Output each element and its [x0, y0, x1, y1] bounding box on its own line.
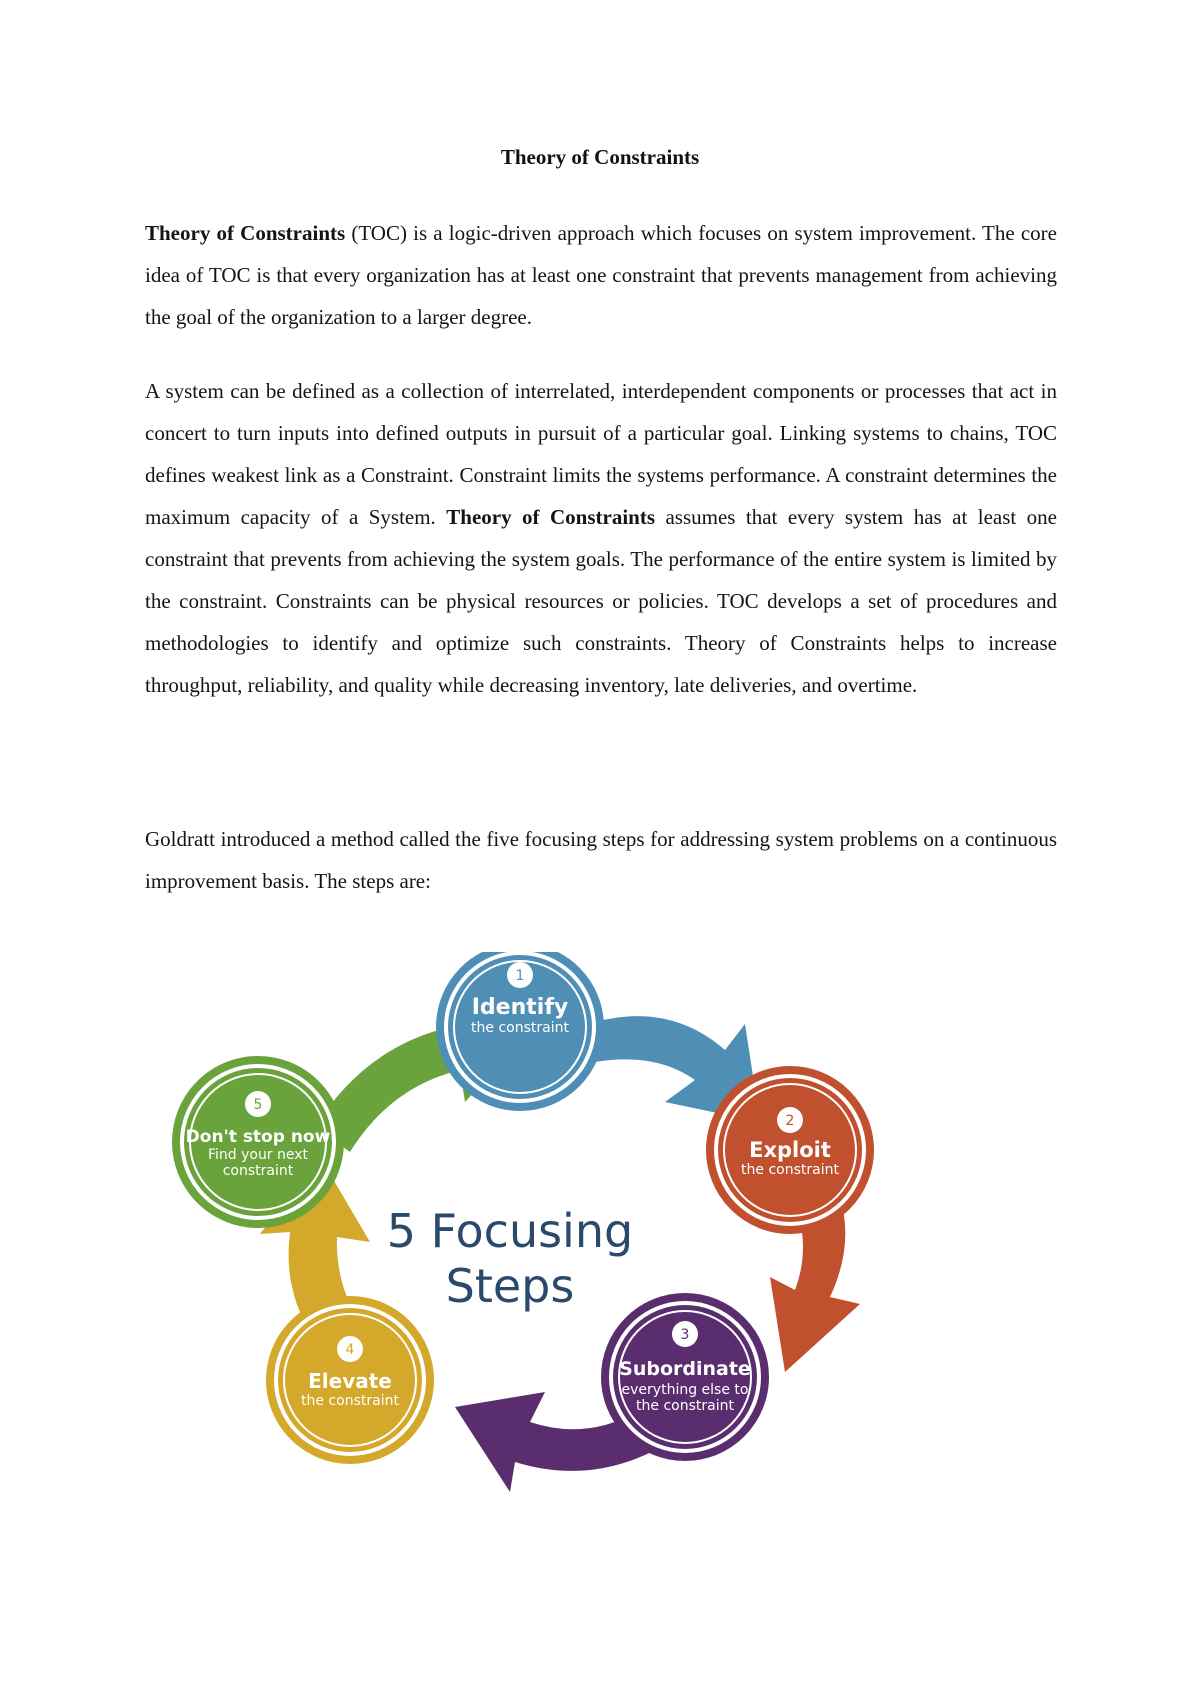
step-subtitle-line2: the constraint [636, 1398, 734, 1414]
step-number: 5 [253, 1097, 263, 1113]
paragraph-text: Goldratt introduced a method called the five focusing steps for addressing system problems on a continuous improvement basis. The steps are: [145, 827, 1057, 893]
step-number: 2 [785, 1113, 795, 1129]
step-title: Don't stop now [185, 1127, 331, 1147]
step-title: Identify [471, 995, 569, 1020]
step-title: Elevate [308, 1369, 392, 1393]
step-elevate [270, 1300, 430, 1460]
step-title: Exploit [749, 1138, 831, 1162]
document-title: Theory of Constraints [500, 145, 700, 169]
step-subtitle-line2: constraint [222, 1163, 294, 1179]
step-identify [440, 952, 600, 1107]
paragraph-intro [145, 212, 1057, 338]
bold-term: Theory of Constraints [446, 505, 655, 529]
step-dont-stop-now [176, 1060, 340, 1224]
step-subtitle: the constraint [301, 1393, 399, 1409]
diagram-center-title-line1: 5 Focusing [386, 1204, 634, 1258]
diagram-center-title-line2: Steps [445, 1259, 575, 1313]
bold-term: Theory of Constraints [145, 221, 346, 245]
step-subtitle: the constraint [741, 1162, 839, 1178]
paragraph-goldratt [145, 818, 1057, 902]
step-number: 3 [680, 1327, 690, 1343]
paragraph-text: assumes that every system has at least one constraint that prevents from achieving the system goals. The performance of the entire system is limited by the constraint. Constraints can be physical resources or policies. TOC develops a set of procedures and methodologies to identify and optimize such constraints. Theory of Constraints helps to increase throughput, reliability, and quality while decreasing inventory, late deliveries, and overtime. [145, 505, 1057, 697]
step-subtitle: everything else to [621, 1382, 749, 1398]
step-subtitle: the constraint [471, 1020, 569, 1036]
step-subtitle: Find your next [207, 1147, 309, 1163]
step-number: 4 [345, 1342, 355, 1358]
step-subordinate [605, 1297, 765, 1457]
paragraph-system-definition [145, 370, 1057, 706]
step-exploit [710, 1070, 870, 1230]
step-title: Subordinate [619, 1358, 751, 1380]
paragraph-text: A system can be defined as a collection of interrelated, interdependent components or processes that act in concert to turn inputs into defined outputs in pursuit of a particular goal. Linking systems to chains, TOC defines weakest link as a Constraint. Constraint limits the systems performance. A constraint determines the maximum capacity of a System. [145, 379, 1057, 529]
paragraph-text: (TOC) is a logic-driven approach which focuses on system improvement. The core idea of TOC is that every organization has at least one constraint that prevents management from achieving the goal of the organization to a larger degree. [145, 221, 1057, 329]
five-focusing-steps-diagram [165, 952, 1025, 1542]
step-number: 1 [515, 968, 525, 984]
